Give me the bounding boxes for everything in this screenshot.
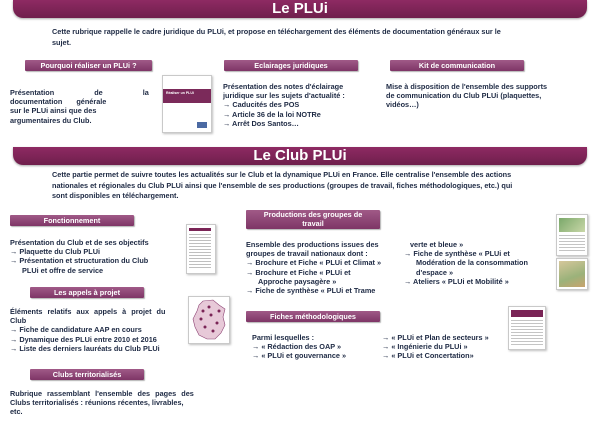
- fiches-line: → « Ingénierie du PLUi »: [382, 342, 468, 352]
- productions-groupes-button[interactable]: [246, 210, 380, 229]
- kit-line: de communication du Club PLUi (plaquettes,: [386, 91, 542, 101]
- eclairages-text: [223, 82, 373, 128]
- eclairages-juridiques-button[interactable]: Eclairages juridiques: [224, 60, 358, 71]
- eclairages-line: → Arrêt Dos Santos…: [223, 118, 299, 128]
- productions-line: Modération de la consommation: [416, 258, 528, 268]
- productions-label-line: Productions des groupes de: [263, 210, 363, 219]
- plui-intro-line: Cette rubrique rappelle le cadre juridique du PLUi, et propose en téléchargement des éléments de documentation généraux sur le: [52, 27, 501, 36]
- eclairages-line: juridique sur les sujets d'actualité :: [223, 91, 345, 101]
- productions-line: → Fiche de synthèse « PLUi et: [404, 249, 510, 259]
- clubs-territorialises-text: [10, 389, 210, 417]
- fiche-climat-image: [559, 218, 585, 232]
- eclairages-line: Présentation des notes d'éclairage: [223, 82, 344, 91]
- plui-intro-line: sujet.: [52, 37, 72, 47]
- eclairages-line: → Article 36 de la loi NOTRe: [223, 109, 321, 119]
- plui-intro: [52, 27, 572, 48]
- fiche-methodo-header: [511, 310, 543, 317]
- club-intro: [52, 170, 592, 202]
- productions-left-text: [246, 240, 406, 295]
- brochure-text: Réaliser un PLUi: [166, 91, 194, 95]
- fonctionnement-text: [10, 238, 180, 275]
- club-intro-line: Cette partie permet de suivre toutes les actualités sur le Club et la dynamique PLUi en France. Elle centralise l'ensemble des actions: [52, 170, 512, 179]
- brochure-logo: [197, 122, 207, 128]
- plui-section-title: Le PLUi: [272, 0, 328, 17]
- fiche-climat-lines: [559, 235, 585, 252]
- fiche-methodo-thumbnail[interactable]: [508, 306, 546, 350]
- productions-line: → Brochure et Fiche « PLUi et: [246, 267, 351, 277]
- kit-communication-button[interactable]: Kit de communication: [390, 60, 524, 71]
- eclairages-line: → Caducités des POS: [223, 100, 300, 110]
- clubs-line: Clubs territorialisés : réunions récentes, livrables,: [10, 398, 184, 408]
- fiches-line: → « PLUi et Concertation»: [382, 351, 474, 361]
- plaquette-header: [189, 228, 211, 231]
- productions-line: Ensemble des productions issues des: [246, 240, 379, 249]
- appels-line: → Dynamique des PLUi entre 2010 et 2016: [10, 334, 157, 344]
- fiche-paysage-thumbnail[interactable]: [556, 258, 588, 290]
- productions-line: → Brochure et Fiche « PLUi et Climat »: [246, 258, 382, 268]
- appels-line: → Fiche de candidature AAP en cours: [10, 325, 142, 335]
- fonctionnement-button[interactable]: Fonctionnement: [10, 215, 134, 226]
- productions-line: Approche paysagère »: [258, 276, 337, 286]
- appels-projet-button[interactable]: Les appels à projet: [30, 287, 144, 298]
- appels-line: Club: [10, 316, 27, 326]
- fiches-line: → « PLUi et Plan de secteurs »: [382, 333, 489, 342]
- club-section-banner: [13, 147, 587, 165]
- fonctionnement-line: → Plaquette du Club PLUi: [10, 247, 100, 257]
- pourquoi-line: Présentation de la: [10, 88, 149, 97]
- fiches-methodologiques-button[interactable]: Fiches méthodologiques: [246, 311, 380, 322]
- productions-line: → Fiche de synthèse « PLUi et Trame: [246, 286, 376, 296]
- productions-line: verte et bleue »: [410, 240, 464, 249]
- appels-text: [10, 307, 186, 353]
- fonctionnement-line: → Présentation et structuration du Club: [10, 256, 149, 266]
- pourquoi-text: [10, 88, 154, 125]
- productions-line: → Ateliers « PLUi et Mobilité »: [404, 276, 509, 286]
- productions-line: d'espace »: [416, 267, 454, 277]
- productions-label-line: travail: [302, 218, 324, 228]
- club-section-title: Le Club PLUi: [253, 147, 347, 164]
- pourquoi-line: sur le PLUi ainsi que des: [10, 106, 97, 116]
- fiche-climat-thumbnail[interactable]: [556, 214, 588, 256]
- plaquette-lines: [189, 234, 211, 268]
- productions-right-text: [404, 240, 554, 286]
- kit-line: vidéos…): [386, 100, 419, 110]
- kit-line: Mise à disposition de l'ensemble des supports: [386, 82, 548, 91]
- club-intro-line: sont disponibles en téléchargement.: [52, 191, 179, 200]
- clubs-territorialises-button[interactable]: Clubs territorialisés: [30, 369, 144, 380]
- club-intro-line: nationales et régionales du Club PLUi ainsi que l'ensemble de ses productions (groupes de travail, fiches méthodologiques, etc.) qui: [52, 180, 513, 190]
- pourquoi-realiser-button[interactable]: Pourquoi réaliser un PLUi ?: [25, 60, 152, 71]
- plui-section-banner: [13, 0, 587, 18]
- fiches-right-text: [382, 333, 512, 361]
- pourquoi-line: argumentaires du Club.: [10, 115, 92, 125]
- fiches-line: → « PLUi et gouvernance »: [252, 351, 347, 361]
- productions-line: groupes de travail nationaux dont :: [246, 249, 368, 259]
- appels-line: → Liste des derniers lauréats du Club PLUi: [10, 343, 160, 353]
- fiches-line: Parmi lesquelles :: [252, 333, 315, 342]
- clubs-line: Rubrique rassemblant l'ensemble des pages des: [10, 389, 194, 398]
- appels-line: Éléments relatifs aux appels à projet du: [10, 307, 166, 316]
- france-map-icon: [189, 297, 229, 343]
- fonctionnement-line: PLUi et offre de service: [22, 265, 104, 275]
- plaquette-thumbnail[interactable]: [186, 224, 216, 274]
- france-map-thumbnail[interactable]: [188, 296, 230, 344]
- kit-text: [386, 82, 591, 110]
- fiche-paysage-image: [559, 261, 585, 287]
- pourquoi-line: documentation générale: [10, 97, 107, 107]
- fiches-line: → « Rédaction des OAP »: [252, 342, 342, 352]
- clubs-line: etc.: [10, 407, 23, 417]
- pourquoi-brochure-thumbnail[interactable]: [162, 75, 212, 133]
- fiches-left-text: [252, 333, 382, 361]
- fiche-methodo-lines: [511, 320, 543, 346]
- fonctionnement-line: Présentation du Club et de ses objectifs: [10, 238, 149, 247]
